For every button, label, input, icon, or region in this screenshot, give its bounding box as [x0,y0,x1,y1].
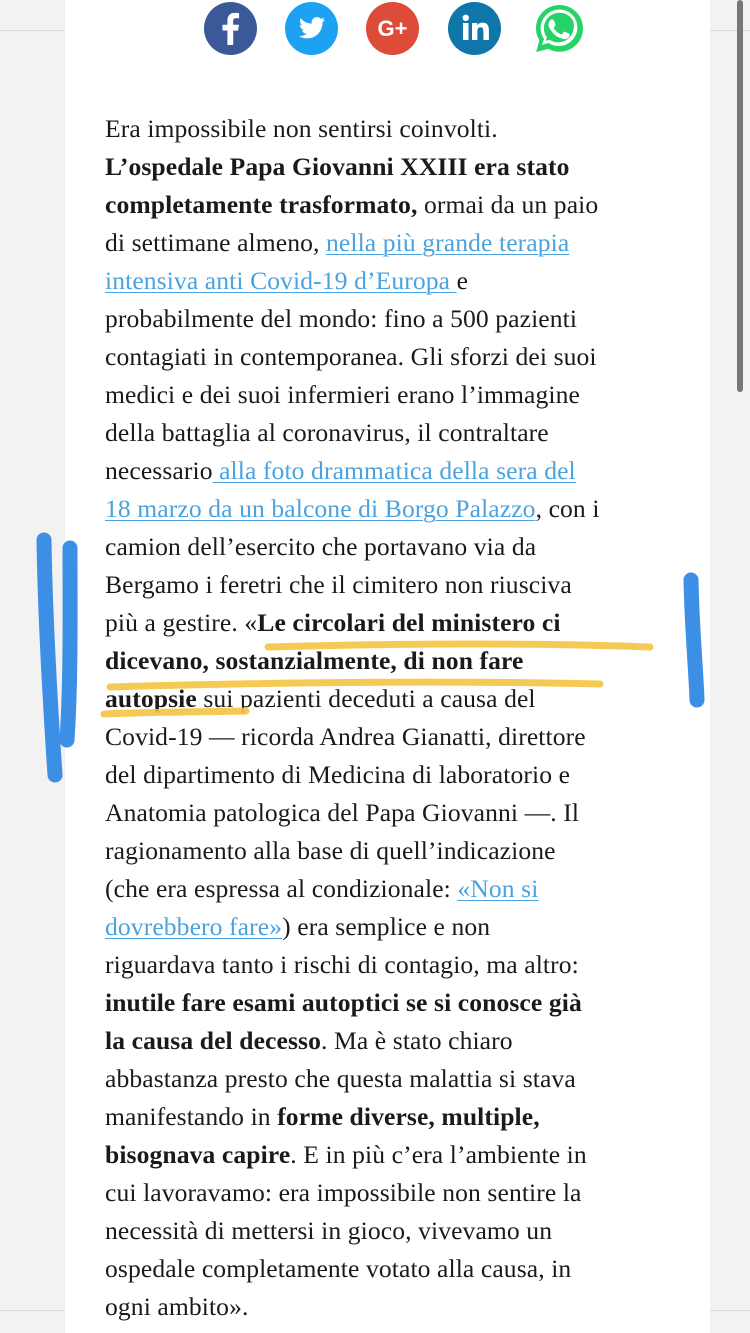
bold-text: forme diverse, multiple, [277,1102,540,1131]
body-text: e [456,266,469,295]
text-line [105,756,675,794]
body-text: manifestando in [105,1102,278,1131]
text-line [105,908,675,946]
gutter-divider-right-top [710,30,750,31]
text-line [105,148,675,186]
gutter-divider-right-bottom [710,1310,750,1311]
body-text: della battaglia al coronavirus, il contraltare [105,418,549,447]
text-line [105,186,675,224]
text-line [105,528,675,566]
text-line [105,1136,675,1174]
share-whatsapp-button[interactable] [533,2,586,55]
text-line [105,642,675,680]
body-text: di settimane almeno, [105,228,327,257]
text-line [105,300,675,338]
share-twitter-button[interactable] [285,2,338,55]
bold-text: Le circolari del ministero ci [257,608,561,637]
text-line [105,490,675,528]
body-text: riguardava tanto i rischi di contagio, ma altro: [105,950,579,979]
body-text: ) era semplice e non [282,912,491,941]
text-line [105,1022,675,1060]
gutter-divider-left-bottom [0,1310,65,1311]
linkedin-icon [448,2,501,55]
google-plus-icon [366,2,419,55]
article-column [65,0,710,1333]
text-line [105,1174,675,1212]
body-text: contagiati in contemporanea. Gli sforzi dei suoi [105,342,597,371]
bold-text: dicevano, sostanzialmente, di non fare [105,646,524,675]
body-text: ogni ambito». [105,1292,249,1321]
body-text: (che era espressa al condizionale: [105,874,458,903]
marker-stroke-left-1 [44,540,55,775]
text-line [105,870,675,908]
text-line [105,1098,675,1136]
body-text: Era impossibile non sentirsi coinvolti. [105,114,498,143]
article-link[interactable]: nella più grande terapia [326,228,570,257]
text-line [105,1288,675,1326]
share-google-plus-button[interactable] [366,2,419,55]
body-text: ragionamento alla base di quell’indicazione [105,836,556,865]
text-line [105,832,675,870]
article-link[interactable]: dovrebbero fare» [105,912,283,941]
share-facebook-button[interactable] [204,2,257,55]
body-text: probabilmente del mondo: fino a 500 pazienti [105,304,578,333]
body-text: , con i [535,494,600,523]
body-text: Covid-19 — ricorda Andrea Gianatti, direttore [105,722,586,751]
text-line [105,718,675,756]
body-text: Bergamo i feretri che il cimitero non riusciva [105,570,572,599]
body-text: cui lavoravamo: era impossibile non sentire la [105,1178,582,1207]
body-text: abbastanza presto che questa malattia si stava [105,1064,576,1093]
text-line [105,110,675,148]
text-line [105,680,675,718]
share-bar [65,2,710,58]
body-text: ormai da un paio [417,190,599,219]
body-text: . E in più c’era l’ambiente in [290,1140,587,1169]
text-line [105,338,675,376]
bold-text: bisognava capire [105,1140,291,1169]
body-text: necessario [105,456,213,485]
gutter-divider-left-top [0,30,65,31]
text-line [105,376,675,414]
twitter-icon [285,2,338,55]
body-text: sui pazienti deceduti a causa del [196,684,536,713]
scrollbar-thumb[interactable] [737,0,743,392]
body-text: più a gestire. « [105,608,258,637]
bold-text: inutile fare esami autoptici se si conosce già [105,988,582,1017]
article-link[interactable]: intensiva anti Covid-19 d’Europa [105,266,457,295]
body-text: camion dell’esercito che portavano via da [105,532,537,561]
bold-text: la causa del decesso [105,1026,321,1055]
facebook-icon [204,2,257,55]
text-line [105,414,675,452]
article-paragraph [105,110,675,1326]
body-text: necessità di mettersi in gioco, vivevamo un [105,1216,553,1245]
share-linkedin-button[interactable] [448,2,501,55]
article-link[interactable]: «Non si [457,874,539,903]
bold-text: completamente trasformato, [105,190,418,219]
text-line [105,262,675,300]
text-line [105,794,675,832]
bold-text: L’ospedale Papa Giovanni XXIII era stato [105,152,570,181]
text-line [105,452,675,490]
text-line [105,604,675,642]
text-line [105,946,675,984]
whatsapp-icon [533,2,586,55]
svg-text:G+: G+ [377,16,408,41]
article-link[interactable]: alla foto drammatica della sera del [212,456,576,485]
bold-text: autopsie [105,684,197,713]
text-line [105,1250,675,1288]
body-text: ospedale completamente votato alla causa, in [105,1254,572,1283]
text-line [105,224,675,262]
body-text: del dipartimento di Medicina di laboratorio e [105,760,571,789]
body-text: Anatomia patologica del Papa Giovanni —. Il [105,798,580,827]
text-line [105,566,675,604]
article-link[interactable]: 18 marzo da un balcone di Borgo Palazzo [105,494,536,523]
body-text: . Ma è stato chiaro [321,1026,513,1055]
text-line [105,1060,675,1098]
body-text: medici e dei suoi infermieri erano l’immagine [105,380,580,409]
text-line [105,984,675,1022]
text-line [105,1212,675,1250]
